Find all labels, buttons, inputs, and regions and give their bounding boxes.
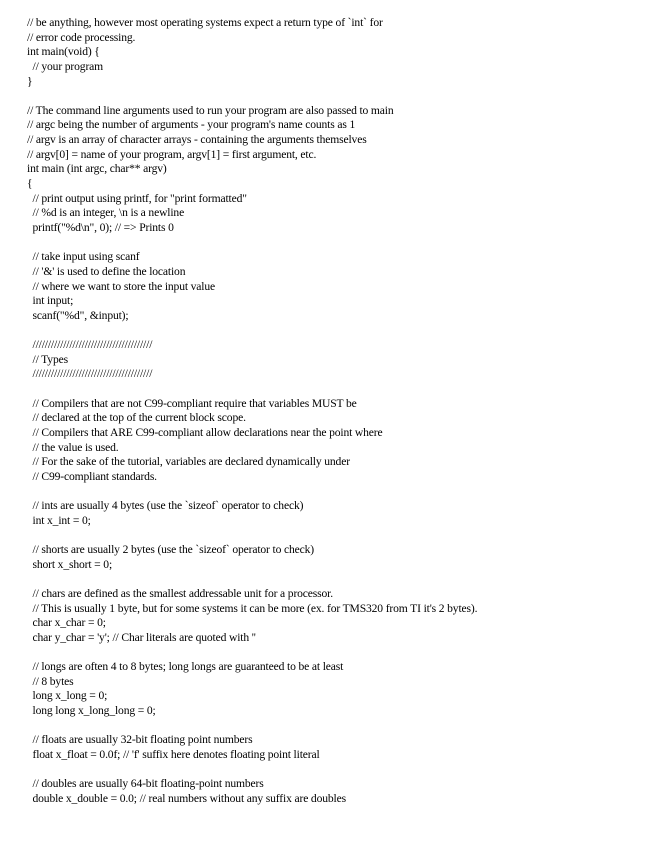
code-line: // argv is an array of character arrays - containing the arguments themselves — [27, 133, 367, 147]
code-line: // argv[0] = name of your program, argv[1] = first argument, etc. — [27, 147, 317, 161]
code-line: // be anything, however most operating systems expect a return type of `int` for — [27, 16, 383, 29]
code-line: short x_short = 0; — [27, 557, 113, 571]
code-line: int main (int argc, char** argv) — [27, 162, 167, 176]
blank-line — [27, 89, 647, 104]
code-line: scanf("%d", &input); — [27, 308, 129, 322]
code-line: /////////////////////////////////////// — [27, 367, 153, 381]
code-line: long long x_long_long = 0; — [27, 704, 156, 718]
code-line: // %d is an integer, \n is a newline — [27, 206, 185, 220]
code-line: // print output using printf, for "print formatted" — [27, 191, 247, 205]
code-line: // For the sake of the tutorial, variables are declared dynamically under — [27, 455, 350, 469]
code-line: // argc being the number of arguments - your program's name counts as 1 — [27, 118, 356, 132]
code-line: long x_long = 0; — [27, 689, 108, 703]
code-line: // longs are often 4 to 8 bytes; long longs are guaranteed to be at least — [27, 660, 344, 674]
blank-line — [27, 528, 647, 543]
code-document — [27, 16, 647, 807]
code-line: // C99-compliant standards. — [27, 469, 157, 483]
code-line: // ints are usually 4 bytes (use the `sizeof` operator to check) — [27, 499, 304, 513]
blank-line — [27, 236, 647, 251]
code-line: int input; — [27, 294, 74, 308]
code-line: // declared at the top of the current block scope. — [27, 411, 246, 425]
code-line: float x_float = 0.0f; // 'f' suffix here denotes floating point literal — [27, 748, 320, 762]
blank-line — [27, 485, 647, 500]
code-line: // error code processing. — [27, 30, 136, 44]
code-line: printf("%d\n", 0); // => Prints 0 — [27, 220, 174, 234]
blank-line — [27, 323, 647, 338]
blank-line — [27, 719, 647, 734]
code-line: char y_char = 'y'; // Char literals are quoted with '' — [27, 630, 256, 644]
code-line: // the value is used. — [27, 440, 119, 454]
blank-line — [27, 646, 647, 661]
code-line: // shorts are usually 2 bytes (use the `sizeof` operator to check) — [27, 543, 314, 557]
code-line: // The command line arguments used to run your program are also passed to main — [27, 103, 394, 117]
code-line: // This is usually 1 byte, but for some systems it can be more (ex. for TMS320 from TI it's 2 bytes). — [27, 601, 478, 615]
code-line: // where we want to store the input value — [27, 279, 216, 293]
code-line: // doubles are usually 64-bit floating-point numbers — [27, 777, 264, 791]
code-line: // floats are usually 32-bit floating point numbers — [27, 733, 253, 747]
code-line: // your program — [27, 59, 104, 73]
code-line: // Compilers that ARE C99-compliant allow declarations near the point where — [27, 425, 383, 439]
code-line: // Types — [27, 352, 68, 366]
blank-line — [27, 572, 647, 587]
code-line: { — [27, 177, 33, 191]
code-line: // Compilers that are not C99-compliant require that variables MUST be — [27, 396, 357, 410]
code-line: // chars are defined as the smallest addressable unit for a processor. — [27, 586, 333, 600]
code-line: // 8 bytes — [27, 674, 74, 688]
code-line: } — [27, 74, 33, 88]
code-line: char x_char = 0; — [27, 616, 106, 630]
code-line: int x_int = 0; — [27, 513, 91, 527]
code-line: int main(void) { — [27, 45, 100, 59]
code-line: // '&' is used to define the location — [27, 264, 186, 278]
code-line: /////////////////////////////////////// — [27, 338, 153, 352]
blank-line — [27, 382, 647, 397]
code-line: double x_double = 0.0; // real numbers without any suffix are doubles — [27, 791, 346, 805]
blank-line — [27, 763, 647, 778]
code-line: // take input using scanf — [27, 250, 140, 264]
